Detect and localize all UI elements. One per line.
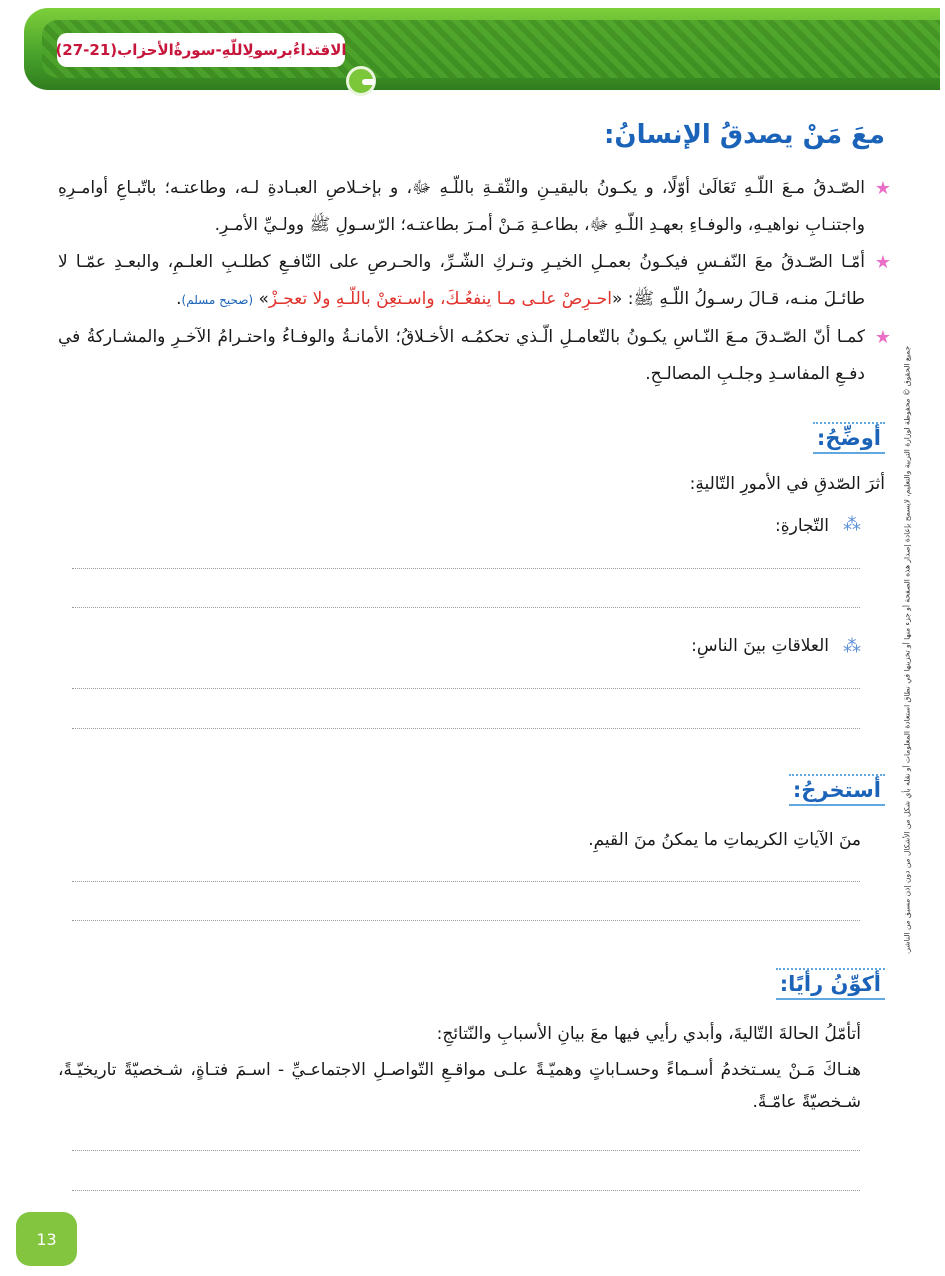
explain-heading: أوضِّحُ: <box>813 422 885 454</box>
bullet-item <box>58 319 891 393</box>
bullet-text: أمّـا الصّـدقُ معَ النّفـسِ فيكـونُ بعمـلِ الخيـرِ وتـركِ الشّـرِّ، والحـرصِ على النّافـعِ كطلـبِ العلـمِ، والبعـدِ عمّـا لا طائـلَ منـه، قـالَ رسـولُ اللّـهِ ﷺ: « <box>58 252 865 309</box>
star-bullet-icon: ★ <box>874 178 891 199</box>
explain-item-relations: العلاقاتِ بينَ الناسِ: <box>691 636 829 656</box>
bullet-text: الصّـدقُ مـعَ اللّـهِ تَعَالَىٰ أوّلًا، و يكـونُ باليقيـنِ والثّقـةِ باللّـهِ ﷻ، و بإخـلاصِ العبـادةِ لـه، وطاعتـه؛ باتّبـاعِ أوامـرِهِ واجتنـابِ نواهيـهِ، والوفـاءِ بعهـدِ اللّـهِ ﷻ، بطاعـةِ مَـنْ أمـرَ بطاعتـه؛ الرّسـولِ ﷺ وولـيِّ الأمـرِ. <box>58 178 865 235</box>
snowflake-icon: ⁂ <box>843 636 861 657</box>
bullet-list <box>58 170 891 393</box>
bullet-item <box>58 244 891 319</box>
lesson-title: الاقتداءُبرسولِاللّهِ-سورةُالأحزاب(21-27) <box>57 33 345 67</box>
answer-line[interactable] <box>72 728 860 729</box>
copyright-notice <box>897 300 917 1000</box>
bullet-item <box>58 170 891 244</box>
answer-line[interactable] <box>72 1150 860 1151</box>
hook-icon <box>346 66 376 96</box>
quote-close: » <box>253 289 269 309</box>
answer-line[interactable] <box>72 920 860 921</box>
page-number: 13 <box>16 1212 77 1266</box>
bullet-end: . <box>176 289 182 309</box>
copyright-text: جميع الحقوق © محفوظة لوزارة التربية والتعليم، لايسمح بإعادة إصدار هذه الصفحة أو جزء منها أو تخزينها في نطاق استعادة المعلومات أو نقله بأي شكل من الأشكال من دون إذن مسبق من الناشر. <box>902 345 912 955</box>
explain-prompt: أثرَ الصّدقِ في الأمورِ التّاليةِ: <box>689 474 885 494</box>
opinion-heading: أكوِّنُ رأيًا: <box>776 968 885 1000</box>
opinion-case: هنـاكَ مَـنْ يسـتخدمُ أسـماءً وحسـاباتٍ وهميّـةً علـى مواقـعِ التّواصـلِ الاجتماعـيِّ - اسـمَ فتـاةٍ، شـخصيّةً تاريخيّـةً، شـخصيّةً عامّـةً. <box>58 1060 861 1112</box>
extract-prompt: منَ الآياتِ الكريماتِ ما يمكنُ منَ القيمِ. <box>588 830 861 850</box>
hadith-text: احـرِصْ علـى مـا ينفعُـكَ، واسـتعِنْ باللّـهِ ولا تعجـزْ <box>268 289 612 309</box>
answer-line[interactable] <box>72 607 860 608</box>
answer-line[interactable] <box>72 1190 860 1191</box>
hadith-source: (صحيح مسلم) <box>181 293 254 307</box>
extract-heading: أستخرجُ: <box>789 774 885 806</box>
star-bullet-icon: ★ <box>874 327 891 348</box>
answer-line[interactable] <box>72 568 860 569</box>
bullet-text: كمـا أنّ الصّـدقَ مـعَ النّـاسِ يكـونُ بالتّعامـلِ الّـذي تحكمُـه الأخـلاقُ؛ الأمانـةُ والوفـاءُ واحتـرامُ الآخـرِ والمشـاركةُ في دفـعِ المفاسـدِ وجلـبِ المصالـحِ. <box>58 327 865 384</box>
star-bullet-icon: ★ <box>874 252 891 273</box>
snowflake-icon: ⁂ <box>843 514 861 535</box>
opinion-prompt: أتأمّلُ الحالةَ التّاليةَ، وأبدي رأيي فيها معَ بيانِ الأسبابِ والنّتائجِ: <box>436 1024 861 1044</box>
answer-line[interactable] <box>72 881 860 882</box>
answer-line[interactable] <box>72 688 860 689</box>
section-heading: معَ مَنْ يصدقُ الإنسانُ: <box>604 120 885 150</box>
explain-item-trade: التّجارةِ: <box>774 516 829 536</box>
